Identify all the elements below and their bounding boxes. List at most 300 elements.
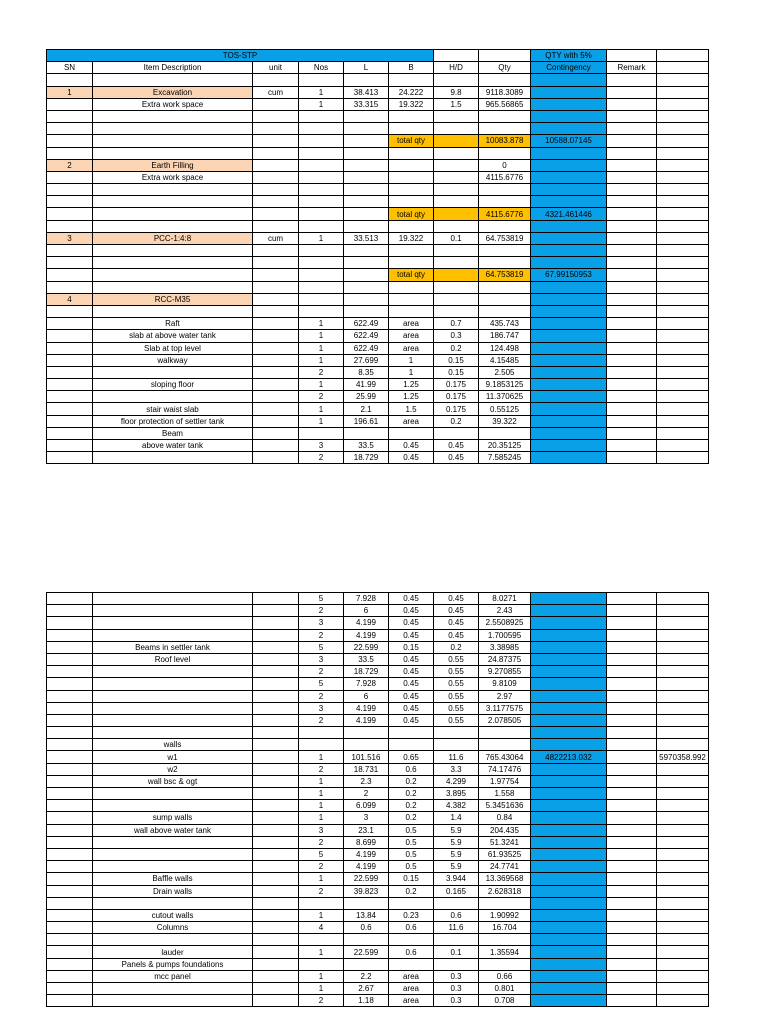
table-cell[interactable] xyxy=(253,873,299,885)
table-cell[interactable] xyxy=(479,196,531,208)
table-cell[interactable] xyxy=(607,318,657,330)
table-cell[interactable]: 5 xyxy=(299,593,344,605)
table-cell[interactable]: 0.2 xyxy=(389,788,434,800)
table-cell[interactable]: Extra work space xyxy=(93,171,253,183)
table-cell[interactable] xyxy=(389,257,434,269)
table-cell[interactable]: walls xyxy=(93,739,253,751)
table-cell[interactable] xyxy=(657,305,709,317)
table-cell[interactable] xyxy=(253,995,299,1007)
table-cell[interactable] xyxy=(47,403,93,415)
table-cell[interactable] xyxy=(389,958,434,970)
table-cell[interactable] xyxy=(434,305,479,317)
table-cell[interactable] xyxy=(389,305,434,317)
table-cell[interactable] xyxy=(607,909,657,921)
table-cell[interactable]: 3 xyxy=(47,232,93,244)
table-cell[interactable]: 196.61 xyxy=(344,415,389,427)
table-cell[interactable] xyxy=(299,208,344,220)
table-cell[interactable] xyxy=(253,98,299,110)
table-cell[interactable] xyxy=(479,293,531,305)
table-cell[interactable]: cum xyxy=(253,86,299,98)
table-cell[interactable] xyxy=(253,775,299,787)
table-cell[interactable] xyxy=(93,690,253,702)
contingency-header-line1[interactable]: QTY with 5% xyxy=(531,50,607,62)
table-cell[interactable] xyxy=(657,184,709,196)
table-cell[interactable]: 11.6 xyxy=(434,922,479,934)
table-cell[interactable] xyxy=(253,983,299,995)
table-cell[interactable]: 0.2 xyxy=(434,342,479,354)
table-cell[interactable] xyxy=(531,171,607,183)
table-cell[interactable] xyxy=(531,690,607,702)
table-cell[interactable] xyxy=(479,74,531,86)
table-cell[interactable] xyxy=(344,958,389,970)
table-cell[interactable] xyxy=(657,147,709,159)
table-cell[interactable]: 2.3 xyxy=(344,775,389,787)
table-cell[interactable] xyxy=(657,605,709,617)
table-cell[interactable]: 3 xyxy=(344,812,389,824)
table-cell[interactable] xyxy=(531,232,607,244)
table-cell[interactable] xyxy=(47,836,93,848)
table-cell[interactable] xyxy=(47,440,93,452)
table-cell[interactable] xyxy=(607,74,657,86)
table-cell[interactable] xyxy=(253,342,299,354)
table-cell[interactable] xyxy=(607,739,657,751)
table-cell[interactable] xyxy=(344,123,389,135)
table-cell[interactable] xyxy=(607,220,657,232)
table-cell[interactable] xyxy=(344,257,389,269)
table-cell[interactable]: 1.5 xyxy=(389,403,434,415)
table-cell[interactable]: 11.370625 xyxy=(479,391,531,403)
table-cell[interactable] xyxy=(47,427,93,439)
table-cell[interactable] xyxy=(607,751,657,763)
table-cell[interactable] xyxy=(657,281,709,293)
table-cell[interactable] xyxy=(93,995,253,1007)
table-cell[interactable] xyxy=(607,727,657,739)
table-cell[interactable]: 0.3 xyxy=(434,995,479,1007)
table-cell[interactable] xyxy=(47,415,93,427)
table-cell[interactable] xyxy=(253,184,299,196)
table-cell[interactable]: 9.270855 xyxy=(479,666,531,678)
table-cell[interactable] xyxy=(47,171,93,183)
table-cell[interactable] xyxy=(531,366,607,378)
table-cell[interactable] xyxy=(479,958,531,970)
table-cell[interactable] xyxy=(434,427,479,439)
table-cell[interactable] xyxy=(607,629,657,641)
table-cell[interactable] xyxy=(47,800,93,812)
table-cell[interactable] xyxy=(607,196,657,208)
table-cell[interactable] xyxy=(344,293,389,305)
table-cell[interactable] xyxy=(93,848,253,860)
table-cell[interactable] xyxy=(531,86,607,98)
table-cell[interactable] xyxy=(531,788,607,800)
table-cell[interactable] xyxy=(531,415,607,427)
table-cell[interactable]: 0.2 xyxy=(389,812,434,824)
table-cell[interactable] xyxy=(93,629,253,641)
table-cell[interactable]: 2 xyxy=(299,885,344,897)
table-cell[interactable]: 0.23 xyxy=(389,909,434,921)
table-cell[interactable] xyxy=(253,318,299,330)
table-cell[interactable]: 2 xyxy=(299,995,344,1007)
table-cell[interactable] xyxy=(47,727,93,739)
table-cell[interactable] xyxy=(253,714,299,726)
table-cell[interactable] xyxy=(657,257,709,269)
table-cell[interactable] xyxy=(47,245,93,257)
table-cell[interactable] xyxy=(434,147,479,159)
table-cell[interactable]: 19.322 xyxy=(389,232,434,244)
table-cell[interactable]: 9118.3089 xyxy=(479,86,531,98)
table-cell[interactable]: 0.7 xyxy=(434,318,479,330)
table-cell[interactable] xyxy=(657,196,709,208)
table-cell[interactable] xyxy=(479,123,531,135)
table-cell[interactable]: area xyxy=(389,995,434,1007)
table-cell[interactable] xyxy=(93,305,253,317)
table-cell[interactable] xyxy=(253,366,299,378)
table-cell[interactable]: sloping floor xyxy=(93,379,253,391)
table-cell[interactable]: 0.708 xyxy=(479,995,531,1007)
table-cell[interactable] xyxy=(344,727,389,739)
table-cell[interactable] xyxy=(657,379,709,391)
table-cell[interactable] xyxy=(607,800,657,812)
table-cell[interactable] xyxy=(531,714,607,726)
table-cell[interactable]: 0.45 xyxy=(389,593,434,605)
table-cell[interactable]: walkway xyxy=(93,354,253,366)
table-cell[interactable]: 0.55 xyxy=(434,714,479,726)
table-cell[interactable] xyxy=(531,281,607,293)
table-cell[interactable] xyxy=(299,727,344,739)
table-cell[interactable] xyxy=(389,934,434,946)
table-cell[interactable] xyxy=(47,593,93,605)
table-cell[interactable] xyxy=(93,605,253,617)
table-cell[interactable] xyxy=(253,123,299,135)
table-cell[interactable]: 0.5 xyxy=(389,824,434,836)
table-cell[interactable]: 22.599 xyxy=(344,641,389,653)
table-cell[interactable] xyxy=(93,800,253,812)
table-cell[interactable] xyxy=(93,617,253,629)
table-cell[interactable] xyxy=(253,74,299,86)
table-cell[interactable] xyxy=(657,366,709,378)
table-cell[interactable] xyxy=(253,885,299,897)
table-cell[interactable] xyxy=(47,617,93,629)
table-cell[interactable]: 124.498 xyxy=(479,342,531,354)
table-cell[interactable] xyxy=(253,763,299,775)
table-cell[interactable]: 2.43 xyxy=(479,605,531,617)
table-cell[interactable] xyxy=(607,245,657,257)
table-cell[interactable] xyxy=(657,812,709,824)
table-cell[interactable] xyxy=(657,678,709,690)
table-cell[interactable] xyxy=(93,123,253,135)
table-cell[interactable]: 0.45 xyxy=(434,452,479,464)
table-cell[interactable] xyxy=(93,983,253,995)
table-cell[interactable] xyxy=(253,159,299,171)
table-cell[interactable]: 1.18 xyxy=(344,995,389,1007)
table-cell[interactable]: 64.753819 xyxy=(479,269,531,281)
table-cell[interactable]: 1 xyxy=(299,873,344,885)
cell[interactable] xyxy=(607,50,657,62)
table-cell[interactable]: 0.5 xyxy=(389,861,434,873)
table-cell[interactable]: mcc panel xyxy=(93,970,253,982)
table-cell[interactable] xyxy=(657,415,709,427)
table-cell[interactable] xyxy=(344,245,389,257)
table-cell[interactable]: 186.747 xyxy=(479,330,531,342)
header-hd[interactable]: H/D xyxy=(434,62,479,74)
table-cell[interactable] xyxy=(531,293,607,305)
table-cell[interactable] xyxy=(47,220,93,232)
table-cell[interactable]: 38.413 xyxy=(344,86,389,98)
table-cell[interactable] xyxy=(47,379,93,391)
table-cell[interactable] xyxy=(253,678,299,690)
table-cell[interactable] xyxy=(253,281,299,293)
table-cell[interactable] xyxy=(299,293,344,305)
table-cell[interactable]: 1 xyxy=(299,86,344,98)
table-cell[interactable]: area xyxy=(389,970,434,982)
table-cell[interactable]: 18.729 xyxy=(344,666,389,678)
table-cell[interactable] xyxy=(253,629,299,641)
table-cell[interactable] xyxy=(531,98,607,110)
table-cell[interactable] xyxy=(253,135,299,147)
table-cell[interactable]: 41.99 xyxy=(344,379,389,391)
table-cell[interactable] xyxy=(253,897,299,909)
table-cell[interactable]: 0.45 xyxy=(389,678,434,690)
table-cell[interactable] xyxy=(344,147,389,159)
table-cell[interactable] xyxy=(299,739,344,751)
table-cell[interactable]: 4115.6776 xyxy=(479,171,531,183)
table-cell[interactable]: total qty xyxy=(389,208,434,220)
table-cell[interactable] xyxy=(531,702,607,714)
table-cell[interactable] xyxy=(93,727,253,739)
table-cell[interactable]: 1 xyxy=(299,909,344,921)
table-cell[interactable] xyxy=(657,232,709,244)
table-cell[interactable] xyxy=(657,110,709,122)
table-cell[interactable] xyxy=(389,123,434,135)
table-cell[interactable]: 1 xyxy=(299,415,344,427)
table-cell[interactable] xyxy=(479,739,531,751)
table-cell[interactable]: 9.1853125 xyxy=(479,379,531,391)
table-cell[interactable] xyxy=(434,897,479,909)
table-cell[interactable]: 0.45 xyxy=(389,702,434,714)
table-cell[interactable]: 39.823 xyxy=(344,885,389,897)
table-cell[interactable]: 2 xyxy=(299,629,344,641)
table-cell[interactable] xyxy=(657,403,709,415)
table-cell[interactable]: cum xyxy=(253,232,299,244)
table-cell[interactable] xyxy=(657,958,709,970)
table-cell[interactable] xyxy=(657,702,709,714)
table-cell[interactable] xyxy=(607,970,657,982)
table-cell[interactable] xyxy=(531,739,607,751)
table-cell[interactable] xyxy=(531,958,607,970)
table-cell[interactable]: 27.699 xyxy=(344,354,389,366)
table-cell[interactable] xyxy=(479,257,531,269)
table-cell[interactable] xyxy=(607,330,657,342)
table-cell[interactable] xyxy=(47,751,93,763)
table-cell[interactable] xyxy=(657,123,709,135)
table-cell[interactable] xyxy=(657,873,709,885)
table-cell[interactable]: 2 xyxy=(299,690,344,702)
table-cell[interactable] xyxy=(253,110,299,122)
table-cell[interactable]: 2 xyxy=(299,666,344,678)
table-cell[interactable] xyxy=(434,159,479,171)
table-cell[interactable] xyxy=(531,824,607,836)
table-cell[interactable] xyxy=(344,739,389,751)
table-cell[interactable] xyxy=(657,824,709,836)
table-cell[interactable]: 0.6 xyxy=(389,946,434,958)
table-cell[interactable]: 33.315 xyxy=(344,98,389,110)
table-cell[interactable]: above water tank xyxy=(93,440,253,452)
table-cell[interactable]: 3 xyxy=(299,653,344,665)
table-cell[interactable]: 5 xyxy=(299,678,344,690)
table-cell[interactable] xyxy=(253,946,299,958)
table-cell[interactable]: 1 xyxy=(299,379,344,391)
table-cell[interactable] xyxy=(607,873,657,885)
table-cell[interactable] xyxy=(657,629,709,641)
table-cell[interactable] xyxy=(531,995,607,1007)
table-cell[interactable] xyxy=(299,220,344,232)
header-extra[interactable] xyxy=(657,62,709,74)
table-cell[interactable]: 1 xyxy=(299,342,344,354)
header-remark[interactable]: Remark xyxy=(607,62,657,74)
table-cell[interactable] xyxy=(607,427,657,439)
table-cell[interactable] xyxy=(657,653,709,665)
table-cell[interactable] xyxy=(657,135,709,147)
table-cell[interactable]: 2.1 xyxy=(344,403,389,415)
table-cell[interactable]: 0 xyxy=(479,159,531,171)
table-cell[interactable]: 4 xyxy=(299,922,344,934)
table-cell[interactable]: 4.199 xyxy=(344,617,389,629)
table-cell[interactable] xyxy=(47,922,93,934)
table-cell[interactable]: Baffle walls xyxy=(93,873,253,885)
table-cell[interactable] xyxy=(253,653,299,665)
table-cell[interactable] xyxy=(93,861,253,873)
table-cell[interactable]: 9.8 xyxy=(434,86,479,98)
table-cell[interactable]: 3.895 xyxy=(434,788,479,800)
table-cell[interactable]: 1 xyxy=(299,800,344,812)
table-cell[interactable]: 64.753819 xyxy=(479,232,531,244)
table-cell[interactable] xyxy=(253,593,299,605)
table-cell[interactable] xyxy=(47,958,93,970)
table-cell[interactable]: 1 xyxy=(299,403,344,415)
table-cell[interactable] xyxy=(657,86,709,98)
table-cell[interactable] xyxy=(389,220,434,232)
header-l[interactable]: L xyxy=(344,62,389,74)
table-cell[interactable] xyxy=(299,305,344,317)
table-cell[interactable]: 2 xyxy=(299,605,344,617)
table-cell[interactable] xyxy=(479,147,531,159)
table-cell[interactable] xyxy=(531,427,607,439)
table-cell[interactable] xyxy=(657,159,709,171)
table-cell[interactable]: 61.93525 xyxy=(479,848,531,860)
table-cell[interactable] xyxy=(253,909,299,921)
table-cell[interactable]: 4.199 xyxy=(344,861,389,873)
table-cell[interactable] xyxy=(607,885,657,897)
table-cell[interactable]: total qty xyxy=(389,269,434,281)
table-cell[interactable] xyxy=(531,391,607,403)
table-cell[interactable]: 0.6 xyxy=(434,909,479,921)
table-cell[interactable] xyxy=(47,330,93,342)
table-cell[interactable] xyxy=(607,678,657,690)
table-cell[interactable] xyxy=(657,922,709,934)
table-cell[interactable] xyxy=(657,171,709,183)
table-cell[interactable]: 1.97754 xyxy=(479,775,531,787)
table-cell[interactable]: 0.45 xyxy=(389,617,434,629)
table-cell[interactable]: Earth Filling xyxy=(93,159,253,171)
table-cell[interactable] xyxy=(434,245,479,257)
table-cell[interactable]: 3 xyxy=(299,824,344,836)
table-cell[interactable]: 1.90992 xyxy=(479,909,531,921)
table-cell[interactable] xyxy=(434,281,479,293)
table-cell[interactable] xyxy=(344,427,389,439)
table-cell[interactable]: 2 xyxy=(47,159,93,171)
table-cell[interactable] xyxy=(657,354,709,366)
table-cell[interactable]: 18.731 xyxy=(344,763,389,775)
table-cell[interactable] xyxy=(344,135,389,147)
table-cell[interactable] xyxy=(434,958,479,970)
table-cell[interactable] xyxy=(344,897,389,909)
table-cell[interactable] xyxy=(607,702,657,714)
table-cell[interactable] xyxy=(531,318,607,330)
table-cell[interactable] xyxy=(607,763,657,775)
table-cell[interactable] xyxy=(607,366,657,378)
cell[interactable] xyxy=(434,50,479,62)
table-cell[interactable]: area xyxy=(389,415,434,427)
table-cell[interactable] xyxy=(253,836,299,848)
table-cell[interactable] xyxy=(47,995,93,1007)
table-cell[interactable]: 0.45 xyxy=(389,666,434,678)
table-cell[interactable] xyxy=(531,184,607,196)
table-cell[interactable]: 1.4 xyxy=(434,812,479,824)
table-cell[interactable]: 435.743 xyxy=(479,318,531,330)
table-cell[interactable]: 1 xyxy=(47,86,93,98)
table-cell[interactable] xyxy=(47,354,93,366)
table-cell[interactable]: 4.382 xyxy=(434,800,479,812)
table-cell[interactable] xyxy=(607,379,657,391)
table-cell[interactable]: Slab at top level xyxy=(93,342,253,354)
table-cell[interactable] xyxy=(253,171,299,183)
table-cell[interactable]: 622.49 xyxy=(344,330,389,342)
table-cell[interactable] xyxy=(299,184,344,196)
table-cell[interactable] xyxy=(434,171,479,183)
table-cell[interactable]: 1 xyxy=(299,946,344,958)
table-cell[interactable]: 4.199 xyxy=(344,848,389,860)
table-cell[interactable] xyxy=(344,159,389,171)
table-cell[interactable] xyxy=(607,269,657,281)
table-cell[interactable] xyxy=(657,293,709,305)
table-cell[interactable]: 22.599 xyxy=(344,873,389,885)
table-cell[interactable]: total qty xyxy=(389,135,434,147)
table-cell[interactable]: 8.0271 xyxy=(479,593,531,605)
table-cell[interactable] xyxy=(344,74,389,86)
table-cell[interactable] xyxy=(47,269,93,281)
table-cell[interactable] xyxy=(253,415,299,427)
table-cell[interactable] xyxy=(253,293,299,305)
header-item-description[interactable]: Item Description xyxy=(93,62,253,74)
table-cell[interactable] xyxy=(253,305,299,317)
table-cell[interactable] xyxy=(607,934,657,946)
table-cell[interactable] xyxy=(253,739,299,751)
table-cell[interactable]: 1 xyxy=(299,812,344,824)
table-cell[interactable] xyxy=(389,427,434,439)
table-cell[interactable] xyxy=(531,897,607,909)
cell[interactable] xyxy=(657,50,709,62)
table-cell[interactable] xyxy=(253,452,299,464)
table-cell[interactable] xyxy=(479,727,531,739)
table-cell[interactable]: 13.84 xyxy=(344,909,389,921)
table-cell[interactable] xyxy=(389,196,434,208)
table-cell[interactable]: 1 xyxy=(389,366,434,378)
table-cell[interactable] xyxy=(531,763,607,775)
table-cell[interactable] xyxy=(531,836,607,848)
table-cell[interactable]: 0.65 xyxy=(389,751,434,763)
table-cell[interactable] xyxy=(93,257,253,269)
table-cell[interactable]: 0.45 xyxy=(434,440,479,452)
table-cell[interactable] xyxy=(434,257,479,269)
